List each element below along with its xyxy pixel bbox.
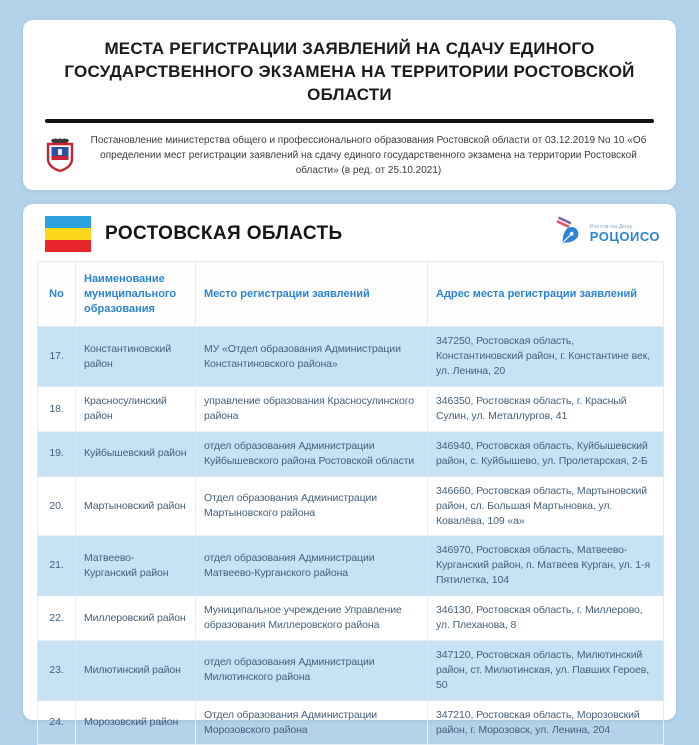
decree-text: Постановление министерства общего и профессионального образования Ростовской области от 03.12.2019 No 10 «Об определении мест регистрации заявлений на сдачу единого государственного экзамена на территории Ростовской области» (в ред. от 25.10.2021) — [90, 134, 647, 176]
table-row — [38, 700, 664, 745]
cell-address: 346970, Ростовская область, Матвеево-Курганский район, п. Матвеев Курган, ул. 1-я Пятилетка, 104 — [428, 536, 664, 596]
logo-name-text: РОЦОИСО — [589, 229, 660, 245]
cell-place: отдел образования Администрации Куйбышевского района Ростовской области — [196, 431, 428, 476]
table-row — [38, 387, 664, 432]
cell-address: 346350, Ростовская область, г. Красный Сулин, ул. Металлургов, 41 — [428, 387, 664, 432]
cell-address: 347250, Ростовская область, Константиновский район, г. Константине век, ул. Ленина, 20 — [428, 327, 664, 387]
title-divider — [45, 119, 654, 123]
region-title: РОСТОВСКАЯ ОБЛАСТЬ — [105, 223, 343, 245]
cell-place: МУ «Отдел образования Администрации Константиновского района» — [196, 327, 428, 387]
page-title-line2: ГОСУДАРСТВЕННОГО ЭКЗАМЕНА НА ТЕРРИТОРИИ РОСТОВСКОЙ ОБЛАСТИ — [64, 61, 635, 104]
logo-city-text: Ростов-на-Дону — [589, 224, 633, 231]
table-header-row — [38, 261, 664, 327]
cell-municipality: Константиновский район — [76, 327, 196, 387]
cell-place: Муниципальное учреждение Управление образования Миллеровского района — [196, 596, 428, 641]
cell-municipality: Миллеровский район — [76, 596, 196, 641]
cell-address: 347120, Ростовская область, Милютинский район, ст. Милютинская, ул. Павших Героев, 50 — [428, 640, 664, 700]
rocoiso-logo — [555, 216, 660, 253]
coat-of-arms-icon — [45, 137, 75, 173]
cell-address: 346130, Ростовская область, г. Миллерово, ул. Плеханова, 8 — [428, 596, 664, 641]
cell-municipality: Красносулинский район — [76, 387, 196, 432]
region-header — [37, 214, 664, 261]
col-header-address: Адрес места регистрации заявлений — [428, 261, 664, 327]
table-body — [38, 327, 664, 745]
col-header-num: No — [38, 261, 76, 327]
cell-municipality: Мартыновский район — [76, 476, 196, 536]
table-row — [38, 327, 664, 387]
col-header-municipality: Наименование муниципального образования — [76, 261, 196, 327]
rostov-flag-icon — [45, 216, 91, 252]
cell-num: 22. — [38, 596, 76, 641]
region-card — [23, 204, 676, 736]
col-header-place: Место регистрации заявлений — [196, 261, 428, 327]
cell-num: 20. — [38, 476, 76, 536]
cell-num: 18. — [38, 387, 76, 432]
cell-place: Отдел образования Администрации Морозовского района — [196, 700, 428, 745]
cell-place: управление образования Красносулинского района — [196, 387, 428, 432]
cell-municipality: Матвеево-Курганский район — [76, 536, 196, 596]
cell-place: Отдел образования Администрации Мартыновского района — [196, 476, 428, 536]
cell-num: 19. — [38, 431, 76, 476]
cell-municipality: Морозовский район — [76, 700, 196, 745]
decree-row — [43, 133, 656, 178]
cell-num: 21. — [38, 536, 76, 596]
header-card — [23, 20, 676, 190]
cell-num: 23. — [38, 640, 76, 700]
cell-num: 17. — [38, 327, 76, 387]
table-row — [38, 476, 664, 536]
table-row — [38, 536, 664, 596]
table-row — [38, 640, 664, 700]
page-title — [43, 38, 656, 107]
pen-nib-icon — [555, 216, 587, 253]
table-row — [38, 431, 664, 476]
registration-table — [37, 261, 664, 745]
cell-municipality: Куйбышевский район — [76, 431, 196, 476]
table-row — [38, 596, 664, 641]
page-title-line1: МЕСТА РЕГИСТРАЦИИ ЗАЯВЛЕНИЙ НА СДАЧУ ЕДИНОГО — [104, 39, 595, 58]
cell-place: отдел образования Администрации Милютинского района — [196, 640, 428, 700]
cell-place: отдел образования Администрации Матвеево-Курганского района — [196, 536, 428, 596]
cell-address: 346940, Ростовская область, Куйбышевский район, с. Куйбышево, ул. Пролетарская, 2-Б — [428, 431, 664, 476]
cell-municipality: Милютинский район — [76, 640, 196, 700]
cell-address: 347210, Ростовская область, Морозовский район, г. Морозовск, ул. Ленина, 204 — [428, 700, 664, 745]
cell-address: 346660, Ростовская область, Мартыновский район, сл. Большая Мартыновка, ул. Ковалёва, 109 «а» — [428, 476, 664, 536]
cell-num: 24. — [38, 700, 76, 745]
